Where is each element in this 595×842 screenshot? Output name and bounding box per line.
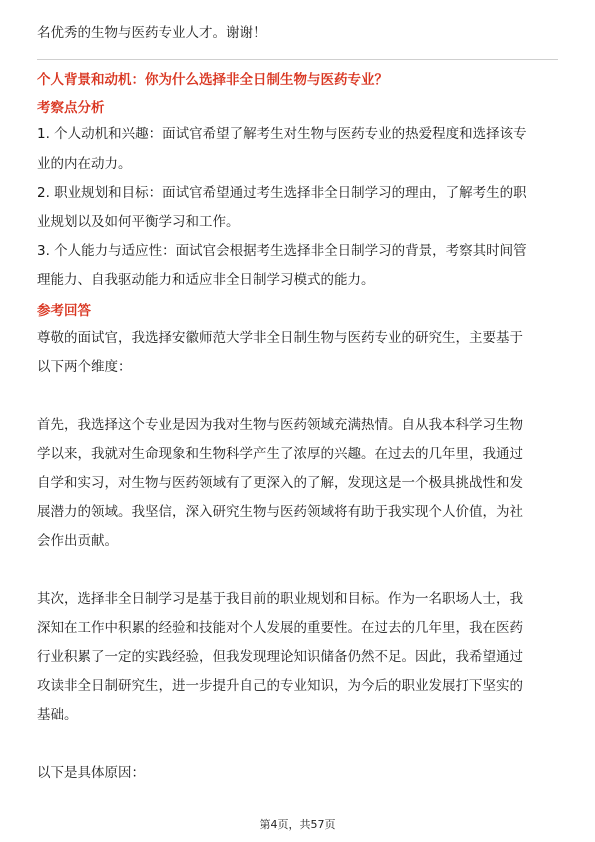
answer-p3-line-3: 行业积累了一定的实践经验，但我发现理论知识储备仍然不足。因此，我希望通过 [37,649,523,665]
answer-heading: 参考回答 [37,303,91,319]
answer-p2-line-2: 学以来，我就对生命现象和生物科学产生了浓厚的兴趣。在过去的几年里，我通过 [37,446,523,462]
answer-p2-line-1: 首先，我选择这个专业是因为我对生物与医药领域充满热情。自从我本科学习生物 [37,417,523,433]
answer-p2-line-5: 会作出贡献。 [37,533,118,549]
analysis-point-2-line-1: 2. 职业规划和目标：面试官希望通过考生选择非全日制学习的理由，了解考生的职 [37,185,527,201]
answer-p4-line-1: 以下是具体原因： [37,765,145,781]
analysis-heading: 考察点分析 [37,100,105,116]
answer-p3-line-1: 其次，选择非全日制学习是基于我目前的职业规划和目标。作为一名职场人士，我 [37,591,523,607]
answer-p2-line-3: 自学和实习，对生物与医药领域有了更深入的了解，发现这是一个极具挑战性和发 [37,475,523,491]
analysis-point-1-line-1: 1. 个人动机和兴趣：面试官希望了解考生对生物与医药专业的热爱程度和选择该专 [37,126,527,142]
analysis-point-2-line-2: 业规划以及如何平衡学习和工作。 [37,214,240,230]
question-title: 个人背景和动机：你为什么选择非全日制生物与医药专业？ [37,72,388,88]
analysis-point-3-line-2: 理能力、自我驱动能力和适应非全日制学习模式的能力。 [37,272,375,288]
intro-tail-text: 名优秀的生物与医药专业人才。谢谢！ [37,25,267,41]
analysis-point-1-line-2: 业的内在动力。 [37,156,132,172]
answer-p3-line-4: 攻读非全日制研究生，进一步提升自己的专业知识，为今后的职业发展打下坚实的 [37,678,523,694]
answer-p2-line-4: 展潜力的领域。我坚信，深入研究生物与医药领域将有助于我实现个人价值，为社 [37,504,523,520]
answer-p3-line-5: 基础。 [37,707,78,723]
analysis-point-3-line-1: 3. 个人能力与适应性：面试官会根据考生选择非全日制学习的背景，考察其时间管 [37,243,527,259]
answer-p3-line-2: 深知在工作中积累的经验和技能对个人发展的重要性。在过去的几年里，我在医药 [37,620,523,636]
page-number: 第4页，共57页 [259,818,336,831]
answer-p1-line-2: 以下两个维度： [37,359,132,375]
answer-p1-line-1: 尊敬的面试官，我选择安徽师范大学非全日制生物与医药专业的研究生，主要基于 [37,330,523,346]
section-divider [37,59,558,60]
